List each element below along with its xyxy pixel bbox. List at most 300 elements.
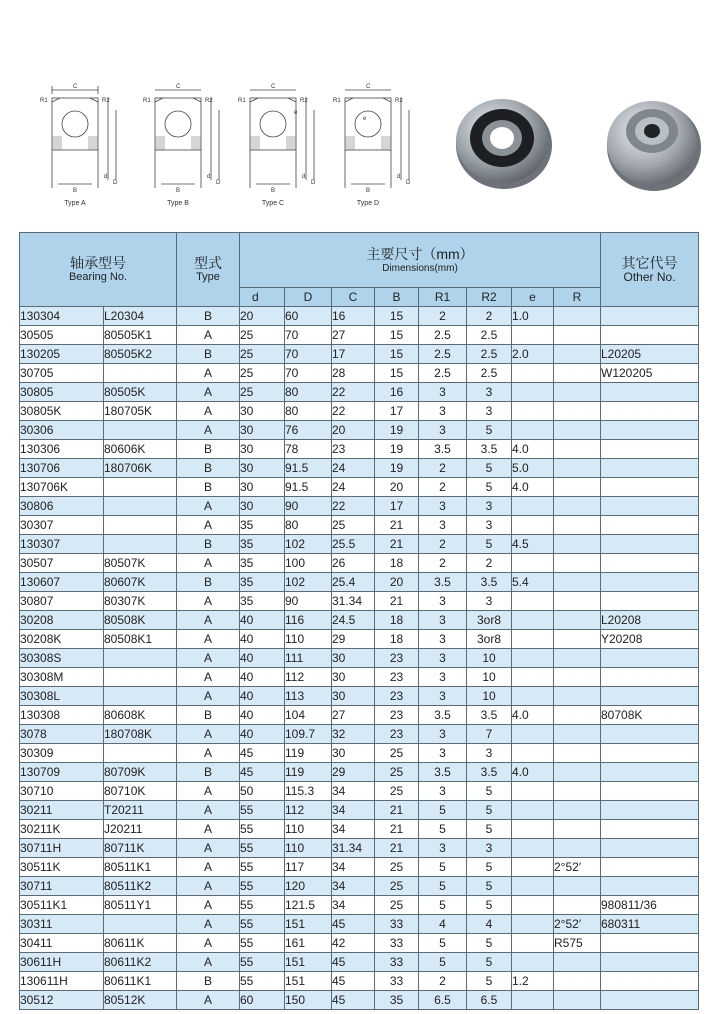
cell-dim-e (512, 687, 554, 706)
cell-dim-D: 151 (285, 915, 332, 934)
cell-dim-R1: 3 (419, 516, 467, 535)
cell-bearing-no: 30211K (20, 820, 104, 839)
cell-dim-R: 2°52′ (554, 858, 601, 877)
cell-dim-B: 25 (375, 744, 419, 763)
header-col-d: d (240, 288, 285, 307)
cell-dim-e (512, 725, 554, 744)
cell-dim-e (512, 630, 554, 649)
cell-dim-C: 20 (332, 421, 375, 440)
cell-dim-D: 110 (285, 630, 332, 649)
cell-bearing-no: 130611H (20, 972, 104, 991)
table-row (20, 744, 699, 763)
cell-dim-R (554, 421, 601, 440)
cell-bearing-no: 30308S (20, 649, 104, 668)
cell-type: A (177, 801, 240, 820)
cell-other-no: L20208 (601, 611, 699, 630)
cell-dim-B: 19 (375, 459, 419, 478)
cell-dim-D: 91.5 (285, 459, 332, 478)
cell-dim-d: 30 (240, 440, 285, 459)
cell-dim-e: 4.0 (512, 478, 554, 497)
cell-dim-R (554, 383, 601, 402)
cell-dim-R1: 5 (419, 953, 467, 972)
cell-dim-R1: 3 (419, 744, 467, 763)
cell-dim-d: 35 (240, 554, 285, 573)
label-d: d (104, 174, 108, 180)
cell-dim-R2: 2.5 (467, 364, 512, 383)
cell-dim-R2: 5 (467, 877, 512, 896)
cell-dim-R (554, 516, 601, 535)
cell-bearing-no: 30511K1 (20, 896, 104, 915)
cell-dim-e: 4.5 (512, 535, 554, 554)
cell-dim-e (512, 364, 554, 383)
cell-dim-R (554, 839, 601, 858)
cell-type: B (177, 763, 240, 782)
cell-dim-D: 112 (285, 668, 332, 687)
cell-dim-C: 27 (332, 326, 375, 345)
cell-dim-e: 1.2 (512, 972, 554, 991)
label-d: d (207, 174, 211, 180)
cell-type: A (177, 896, 240, 915)
type-c-drawing (228, 80, 318, 198)
cell-alt-bearing-no: 80307K (104, 592, 177, 611)
cell-dim-D: 104 (285, 706, 332, 725)
cell-dim-e (512, 953, 554, 972)
cell-dim-R (554, 535, 601, 554)
cell-dim-R2: 3or8 (467, 630, 512, 649)
type-b-drawing (133, 80, 223, 198)
cell-alt-bearing-no: 80608K (104, 706, 177, 725)
diagram-caption: Type B (167, 200, 189, 207)
cell-alt-bearing-no: 80711K (104, 839, 177, 858)
cell-other-no (601, 592, 699, 611)
cell-type: A (177, 326, 240, 345)
cell-dim-C: 27 (332, 706, 375, 725)
cell-other-no (601, 801, 699, 820)
cell-dim-R2: 2.5 (467, 345, 512, 364)
table-row (20, 611, 699, 630)
header-other-no: 其它代号 Other No. (601, 233, 699, 307)
cell-dim-B: 21 (375, 592, 419, 611)
cell-dim-B: 15 (375, 345, 419, 364)
label-d: d (302, 174, 306, 180)
cell-dim-d: 35 (240, 592, 285, 611)
cell-alt-bearing-no: 80512K (104, 991, 177, 1010)
cell-dim-R (554, 896, 601, 915)
cell-dim-R2: 2.5 (467, 326, 512, 345)
table-row (20, 478, 699, 497)
cell-alt-bearing-no (104, 478, 177, 497)
cell-bearing-no: 30208 (20, 611, 104, 630)
cell-dim-C: 29 (332, 763, 375, 782)
cell-bearing-no: 30805K (20, 402, 104, 421)
cell-bearing-no: 30807 (20, 592, 104, 611)
cell-dim-d: 30 (240, 497, 285, 516)
cell-bearing-no: 30507 (20, 554, 104, 573)
table-row (20, 820, 699, 839)
cell-dim-R1: 5 (419, 820, 467, 839)
cell-bearing-no: 30705 (20, 364, 104, 383)
cell-alt-bearing-no (104, 364, 177, 383)
cell-dim-d: 40 (240, 687, 285, 706)
cell-dim-R2: 3 (467, 497, 512, 516)
cell-dim-C: 32 (332, 725, 375, 744)
cell-alt-bearing-no: 180705K (104, 402, 177, 421)
label-r2: R2 (395, 98, 403, 104)
cell-other-no: 980811/36 (601, 896, 699, 915)
cell-dim-e (512, 592, 554, 611)
cell-type: A (177, 782, 240, 801)
cell-dim-D: 76 (285, 421, 332, 440)
header-col-B: B (375, 288, 419, 307)
cell-dim-e: 1.0 (512, 307, 554, 326)
cell-dim-R (554, 687, 601, 706)
cell-dim-d: 45 (240, 744, 285, 763)
table-row (20, 934, 699, 953)
cell-dim-d: 25 (240, 383, 285, 402)
cell-bearing-no: 30308L (20, 687, 104, 706)
type-d-drawing (323, 80, 413, 198)
cell-dim-D: 151 (285, 953, 332, 972)
cell-dim-e (512, 649, 554, 668)
cell-dim-C: 30 (332, 668, 375, 687)
cell-dim-C: 16 (332, 307, 375, 326)
cell-dim-C: 34 (332, 896, 375, 915)
cell-dim-B: 18 (375, 554, 419, 573)
cell-dim-R (554, 744, 601, 763)
cell-dim-R (554, 991, 601, 1010)
cell-dim-C: 31.34 (332, 592, 375, 611)
cell-type: B (177, 440, 240, 459)
cell-dim-D: 112 (285, 801, 332, 820)
diagram-type-d (323, 80, 413, 215)
cell-type: A (177, 421, 240, 440)
cell-type: A (177, 402, 240, 421)
cell-alt-bearing-no: 80606K (104, 440, 177, 459)
cell-dim-R1: 2.5 (419, 326, 467, 345)
cell-other-no (601, 687, 699, 706)
cell-dim-d: 55 (240, 915, 285, 934)
cell-dim-C: 28 (332, 364, 375, 383)
cell-alt-bearing-no (104, 421, 177, 440)
cell-dim-e (512, 611, 554, 630)
cell-dim-B: 15 (375, 326, 419, 345)
cell-dim-R: 2°52′ (554, 915, 601, 934)
cell-other-no (601, 991, 699, 1010)
cell-dim-R2: 5 (467, 896, 512, 915)
cell-dim-R1: 3 (419, 782, 467, 801)
cell-dim-B: 19 (375, 421, 419, 440)
cell-dim-R (554, 307, 601, 326)
cell-other-no: W120205 (601, 364, 699, 383)
cell-dim-C: 17 (332, 345, 375, 364)
cell-dim-C: 24 (332, 459, 375, 478)
cell-dim-d: 50 (240, 782, 285, 801)
cell-dim-d: 45 (240, 763, 285, 782)
cell-dim-C: 24.5 (332, 611, 375, 630)
cell-dim-d: 25 (240, 364, 285, 383)
cell-dim-R (554, 592, 601, 611)
cell-alt-bearing-no: 80511K1 (104, 858, 177, 877)
cell-dim-d: 55 (240, 896, 285, 915)
cell-dim-R2: 3 (467, 744, 512, 763)
cell-type: A (177, 915, 240, 934)
cell-dim-R2: 3.5 (467, 573, 512, 592)
cell-other-no (601, 497, 699, 516)
cell-bearing-no: 130304 (20, 307, 104, 326)
table-row (20, 839, 699, 858)
cell-dim-d: 40 (240, 668, 285, 687)
cell-type: A (177, 668, 240, 687)
label-r1: R1 (333, 98, 341, 104)
cell-type: B (177, 573, 240, 592)
cell-dim-B: 15 (375, 307, 419, 326)
cell-dim-C: 34 (332, 877, 375, 896)
label-e: e (294, 110, 298, 116)
cell-dim-R1: 3 (419, 839, 467, 858)
cell-alt-bearing-no: 180708K (104, 725, 177, 744)
cell-dim-D: 119 (285, 763, 332, 782)
label-d: d (397, 174, 401, 180)
table-row (20, 554, 699, 573)
cell-other-no (601, 763, 699, 782)
cell-dim-R (554, 573, 601, 592)
cell-type: A (177, 877, 240, 896)
cell-dim-C: 22 (332, 497, 375, 516)
cell-dim-R2: 3.5 (467, 706, 512, 725)
cell-dim-B: 19 (375, 440, 419, 459)
cell-dim-R2: 2 (467, 554, 512, 573)
cell-alt-bearing-no: 80508K (104, 611, 177, 630)
cell-dim-D: 102 (285, 573, 332, 592)
cell-other-no: L20205 (601, 345, 699, 364)
cell-dim-D: 70 (285, 364, 332, 383)
cell-dim-e (512, 934, 554, 953)
cell-dim-R1: 3 (419, 725, 467, 744)
cell-alt-bearing-no (104, 687, 177, 706)
label-r2: R2 (102, 98, 110, 104)
cell-dim-C: 45 (332, 972, 375, 991)
label-b: B (366, 188, 371, 194)
cell-dim-C: 30 (332, 687, 375, 706)
table-row (20, 364, 699, 383)
cell-type: A (177, 953, 240, 972)
cell-dim-e (512, 383, 554, 402)
cell-other-no (601, 307, 699, 326)
label-D: D (311, 180, 316, 186)
cell-other-no (601, 326, 699, 345)
table-row (20, 459, 699, 478)
cell-dim-R1: 3 (419, 687, 467, 706)
label-c: C (366, 84, 371, 90)
cell-dim-C: 34 (332, 801, 375, 820)
cell-bearing-no: 30311 (20, 915, 104, 934)
cell-dim-R (554, 953, 601, 972)
cell-bearing-no: 130205 (20, 345, 104, 364)
cell-dim-D: 90 (285, 592, 332, 611)
cell-dim-R1: 3.5 (419, 440, 467, 459)
cell-dim-R1: 5 (419, 896, 467, 915)
cell-alt-bearing-no: 80511Y1 (104, 896, 177, 915)
cell-dim-R (554, 820, 601, 839)
cell-bearing-no: 30512 (20, 991, 104, 1010)
table-row (20, 345, 699, 364)
cell-dim-e (512, 782, 554, 801)
cell-type: A (177, 991, 240, 1010)
cell-dim-R (554, 440, 601, 459)
cell-alt-bearing-no: 80505K (104, 383, 177, 402)
cell-other-no (601, 535, 699, 554)
cell-dim-e (512, 877, 554, 896)
cell-alt-bearing-no: 80607K (104, 573, 177, 592)
cell-other-no (601, 668, 699, 687)
cell-dim-B: 15 (375, 364, 419, 383)
cell-dim-R2: 3or8 (467, 611, 512, 630)
cell-dim-B: 21 (375, 535, 419, 554)
cell-other-no (601, 839, 699, 858)
cell-dim-d: 20 (240, 307, 285, 326)
cell-bearing-no: 130607 (20, 573, 104, 592)
cell-dim-D: 70 (285, 345, 332, 364)
cell-dim-R1: 2 (419, 972, 467, 991)
cell-bearing-no: 30211 (20, 801, 104, 820)
cell-dim-C: 42 (332, 934, 375, 953)
table-row (20, 725, 699, 744)
cell-other-no (601, 421, 699, 440)
cell-dim-R1: 5 (419, 877, 467, 896)
diagram-caption: Type A (64, 200, 86, 207)
cell-dim-R (554, 877, 601, 896)
cell-dim-d: 55 (240, 877, 285, 896)
cell-dim-D: 113 (285, 687, 332, 706)
cell-dim-D: 70 (285, 326, 332, 345)
cell-dim-e (512, 516, 554, 535)
cell-other-no (601, 573, 699, 592)
cell-dim-C: 34 (332, 858, 375, 877)
cell-bearing-no: 30710 (20, 782, 104, 801)
cell-other-no: 680311 (601, 915, 699, 934)
header-col-D: D (285, 288, 332, 307)
cell-type: A (177, 516, 240, 535)
cell-dim-D: 80 (285, 402, 332, 421)
cell-bearing-no: 130709 (20, 763, 104, 782)
cell-dim-R1: 4 (419, 915, 467, 934)
cell-dim-C: 45 (332, 991, 375, 1010)
cell-dim-B: 21 (375, 801, 419, 820)
label-e: e (363, 116, 367, 122)
table-row (20, 402, 699, 421)
table-row (20, 782, 699, 801)
cell-dim-R1: 3 (419, 421, 467, 440)
cell-dim-B: 17 (375, 402, 419, 421)
cell-alt-bearing-no (104, 497, 177, 516)
cell-bearing-no: 30611H (20, 953, 104, 972)
cell-dim-R1: 3 (419, 630, 467, 649)
cell-alt-bearing-no (104, 516, 177, 535)
cell-other-no (601, 459, 699, 478)
cell-dim-R (554, 668, 601, 687)
cell-dim-B: 18 (375, 630, 419, 649)
label-c: C (176, 84, 181, 90)
cell-type: B (177, 535, 240, 554)
cell-type: A (177, 820, 240, 839)
type-a-drawing (30, 80, 120, 198)
cell-dim-R2: 2 (467, 307, 512, 326)
table-row (20, 440, 699, 459)
cell-dim-R2: 3 (467, 402, 512, 421)
cell-dim-R2: 5 (467, 934, 512, 953)
cell-dim-B: 33 (375, 972, 419, 991)
table-row (20, 573, 699, 592)
cell-other-no (601, 820, 699, 839)
cell-dim-R1: 5 (419, 858, 467, 877)
cell-other-no (601, 649, 699, 668)
cell-dim-e (512, 497, 554, 516)
cell-dim-R2: 3 (467, 839, 512, 858)
cell-alt-bearing-no (104, 668, 177, 687)
cell-dim-B: 23 (375, 687, 419, 706)
cell-other-no (601, 725, 699, 744)
cell-alt-bearing-no: 80508K1 (104, 630, 177, 649)
cell-type: A (177, 858, 240, 877)
cell-dim-d: 40 (240, 611, 285, 630)
cell-dim-D: 111 (285, 649, 332, 668)
cell-dim-R2: 10 (467, 687, 512, 706)
label-c: C (73, 84, 78, 90)
cell-dim-d: 30 (240, 459, 285, 478)
cell-dim-d: 40 (240, 630, 285, 649)
table-row (20, 516, 699, 535)
cell-other-no (601, 516, 699, 535)
cell-dim-D: 78 (285, 440, 332, 459)
cell-dim-d: 30 (240, 402, 285, 421)
cell-dim-R (554, 497, 601, 516)
table-row (20, 877, 699, 896)
cell-bearing-no: 30307 (20, 516, 104, 535)
cell-dim-e: 5.0 (512, 459, 554, 478)
cell-alt-bearing-no: 80611K1 (104, 972, 177, 991)
cell-type: A (177, 687, 240, 706)
cell-dim-B: 25 (375, 858, 419, 877)
cell-alt-bearing-no: 80511K2 (104, 877, 177, 896)
cell-dim-R (554, 611, 601, 630)
cell-other-no (601, 440, 699, 459)
cell-dim-C: 31.34 (332, 839, 375, 858)
cell-dim-D: 110 (285, 820, 332, 839)
header-col-e: e (512, 288, 554, 307)
cell-dim-d: 55 (240, 801, 285, 820)
cell-dim-e: 4.0 (512, 706, 554, 725)
cell-type: B (177, 478, 240, 497)
cell-bearing-no: 30411 (20, 934, 104, 953)
cell-dim-R1: 2 (419, 478, 467, 497)
cell-dim-R2: 3.5 (467, 440, 512, 459)
cell-bearing-no: 30805 (20, 383, 104, 402)
cell-other-no (601, 383, 699, 402)
cell-dim-C: 30 (332, 744, 375, 763)
cell-alt-bearing-no (104, 915, 177, 934)
cell-bearing-no: 30711H (20, 839, 104, 858)
cell-dim-e (512, 668, 554, 687)
cell-dim-d: 60 (240, 991, 285, 1010)
cell-dim-R2: 5 (467, 535, 512, 554)
cell-dim-e (512, 554, 554, 573)
cell-type: A (177, 725, 240, 744)
cell-dim-e (512, 801, 554, 820)
cell-dim-R1: 2 (419, 554, 467, 573)
cell-dim-R2: 10 (467, 649, 512, 668)
cell-dim-d: 40 (240, 725, 285, 744)
cell-dim-R1: 2 (419, 307, 467, 326)
